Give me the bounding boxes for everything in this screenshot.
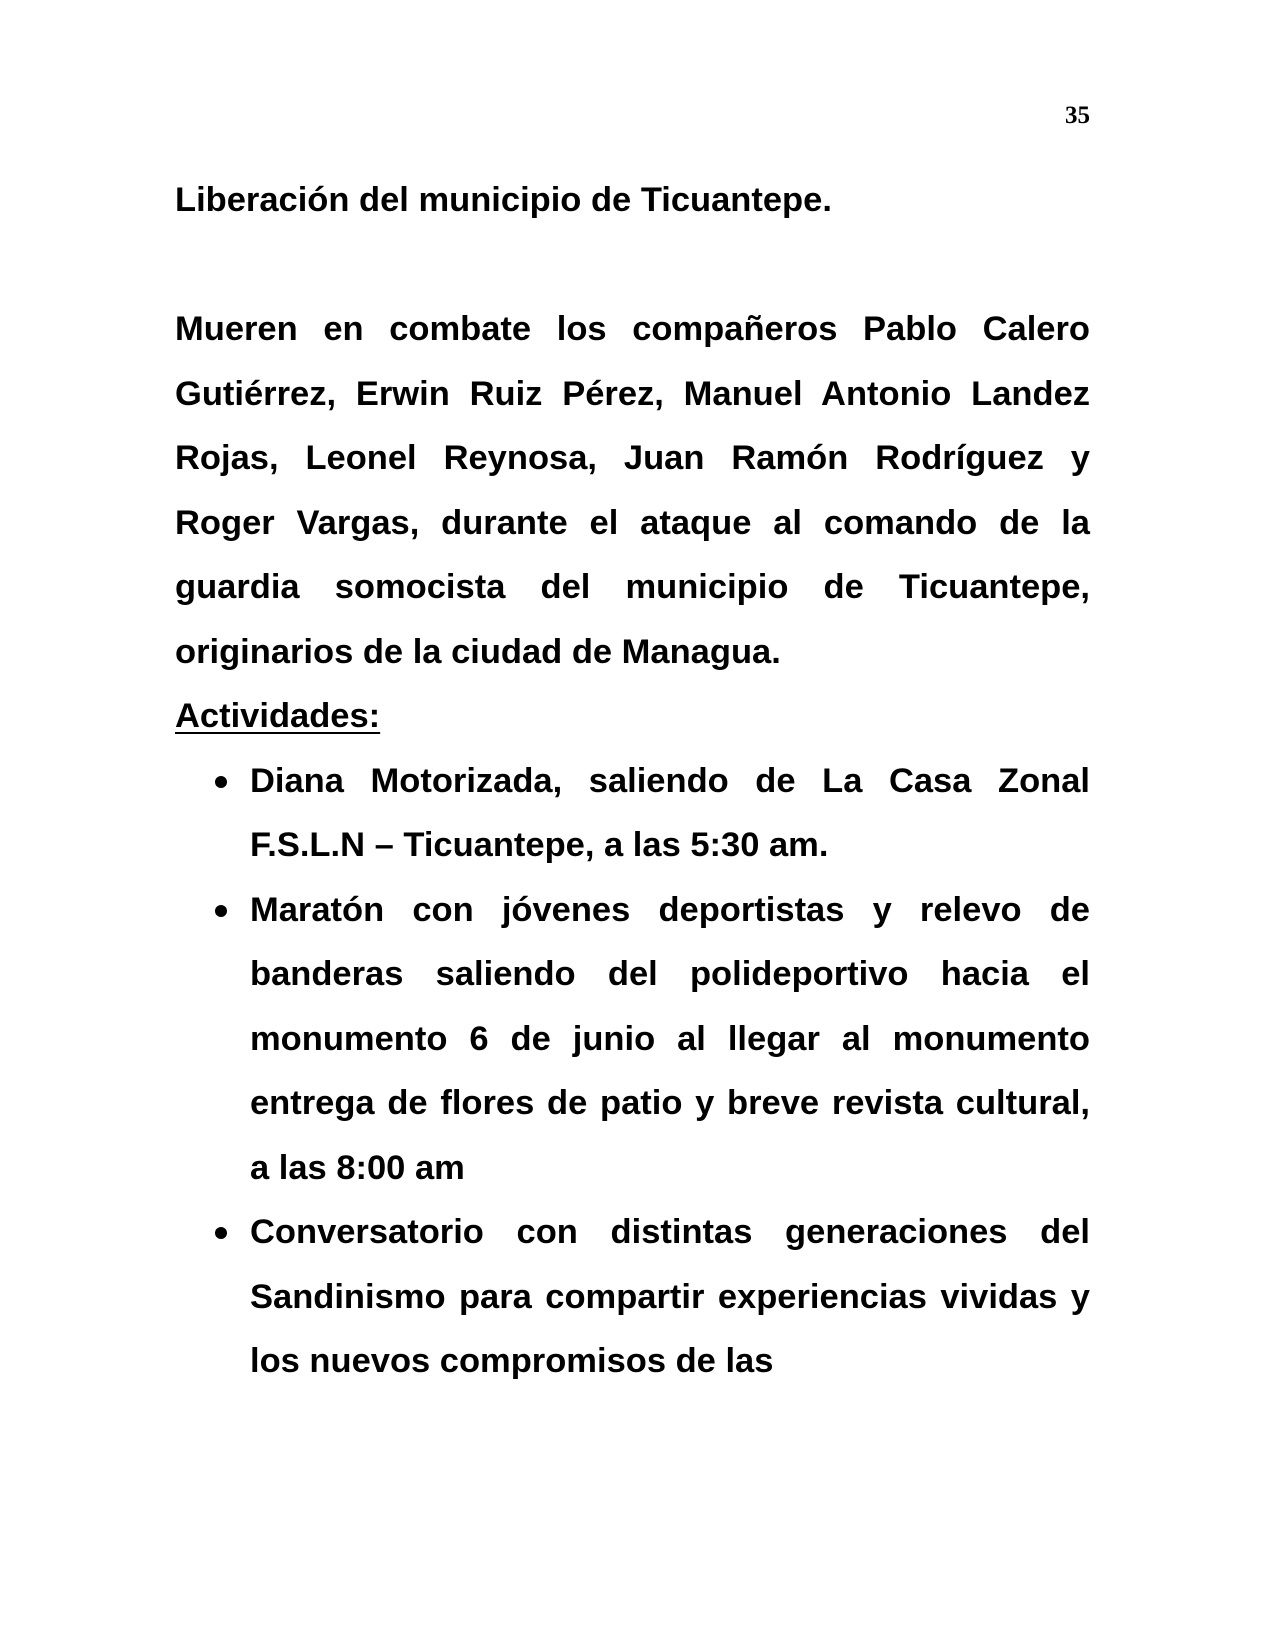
list-item — [175, 878, 1090, 1201]
activities-label: Actividades: — [175, 697, 381, 735]
list-item — [175, 749, 1090, 878]
document-body — [175, 168, 1090, 1394]
bullet-icon — [215, 776, 227, 788]
list-item — [175, 1200, 1090, 1394]
list-item-text: Diana Motorizada, saliendo de La Casa Zonal F.S.L.N – Ticuantepe, a las 5:30 am. — [250, 761, 1090, 864]
bullet-icon — [215, 905, 227, 917]
list-item-text: Maratón con jóvenes deportistas y relevo de banderas saliendo del polideportivo hacia el monumento 6 de junio al llegar al monumento entrega de flores de patio y breve revista cultural, a las 8:00 am — [250, 890, 1090, 1187]
page-number: 35 — [1065, 102, 1090, 129]
list-item-text: Conversatorio con distintas generaciones del Sandinismo para compartir experiencias vividas y los nuevos compromisos de las — [250, 1213, 1090, 1380]
blank-line — [175, 233, 1090, 298]
activities-list — [175, 749, 1090, 1394]
body-paragraph: Mueren en combate los compañeros Pablo Calero Gutiérrez, Erwin Ruiz Pérez, Manuel Antonio Landez Rojas, Leonel Reynosa, Juan Ramón Rodríguez y Roger Vargas, durante el ataque al comando de la guardia somocista del municipio de Ticuantepe, originarios de la ciudad de Managua. — [175, 310, 1090, 671]
bullet-icon — [215, 1227, 227, 1239]
section-heading: Liberación del municipio de Ticuantepe. — [175, 181, 832, 219]
